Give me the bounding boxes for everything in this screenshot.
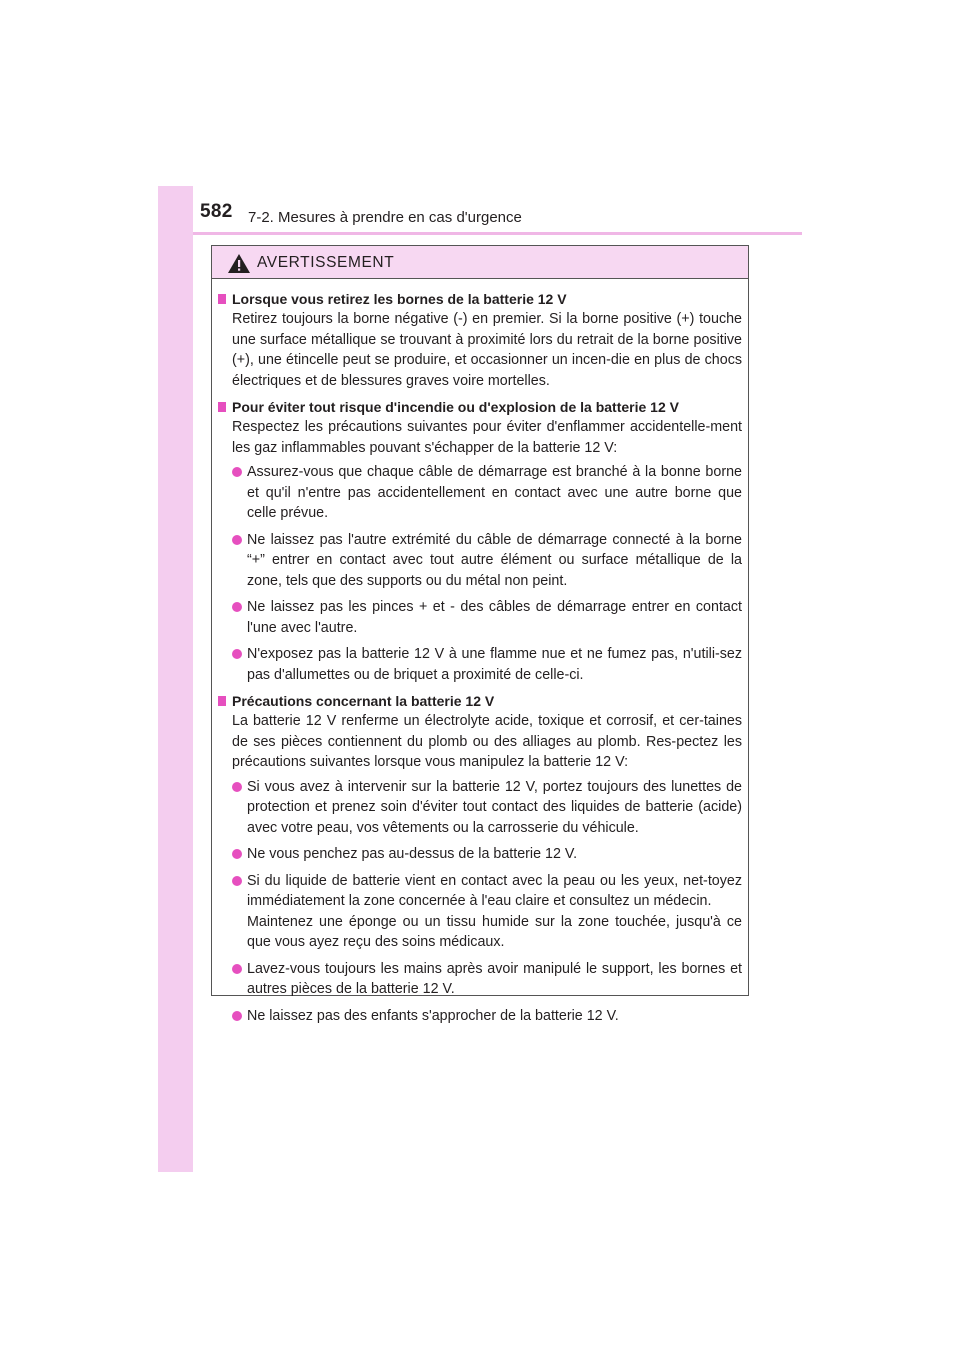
section-heading-text: Pour éviter tout risque d'incendie ou d'explosion de la batterie 12 V xyxy=(232,399,679,415)
round-bullet-icon xyxy=(232,602,242,612)
bullet-list xyxy=(217,777,742,1027)
section-heading xyxy=(217,397,742,417)
list-item-text: Ne laissez pas l'autre extrémité du câble de démarrage connecté à la borne “+” entrer en contact avec tout autre élément ou surface métallique de la zone, tels que des supports ou du métal non peint. xyxy=(247,531,742,589)
section-title: 7-2. Mesures à prendre en cas d'urgence xyxy=(248,209,522,226)
round-bullet-icon xyxy=(232,849,242,859)
list-item xyxy=(217,644,742,685)
round-bullet-icon xyxy=(232,467,242,477)
list-item xyxy=(217,1006,742,1027)
page-number: 582 xyxy=(200,201,233,222)
bullet-list xyxy=(217,462,742,685)
warning-box xyxy=(211,245,749,1024)
section-heading xyxy=(217,691,742,711)
section-heading-text: Précautions concernant la batterie 12 V xyxy=(232,693,495,709)
warning-section xyxy=(217,289,742,391)
list-item xyxy=(217,530,742,592)
warning-triangle-icon xyxy=(228,254,250,273)
list-item-text: Assurez-vous que chaque câble de démarrage est branché à la bonne borne et qu'il n'entre pas accidentellement en contact avec une autre borne que celle prévue. xyxy=(247,464,742,521)
section-paragraph: Retirez toujours la borne négative (-) en premier. Si la borne positive (+) touche une surface métallique se trouvant à proximité lors du retrait de la borne positive (+), une étincelle peut se produire, et occasionner un incen-die en plus de chocs électriques et de blessures graves voire mortelles. xyxy=(232,311,742,389)
round-bullet-icon xyxy=(232,1011,242,1021)
warning-title: AVERTISSEMENT xyxy=(257,254,395,271)
warning-section xyxy=(217,691,742,1026)
list-item-text: Ne laissez pas des enfants s'approcher de la batterie 12 V. xyxy=(247,1007,619,1024)
round-bullet-icon xyxy=(232,649,242,659)
round-bullet-icon xyxy=(232,876,242,886)
section-paragraph: Respectez les précautions suivantes pour éviter d'enflammer accidentelle-ment les gaz inflammables pouvant s'échapper de la batterie 12 V: xyxy=(232,419,742,456)
list-item xyxy=(217,777,742,839)
square-bullet-icon xyxy=(218,402,226,412)
section-paragraph: La batterie 12 V renferme un électrolyte acide, toxique et corrosif, et cer-taines de ses pièces contiennent du plomb ou des alliages au plomb. Res-pectez les précautions suivantes lorsque vous manipulez la batterie 12 V: xyxy=(232,713,742,770)
side-tab-strip xyxy=(158,186,193,1172)
list-item-text: Si vous avez à intervenir sur la batterie 12 V, portez toujours des lunettes de protection et prenez soin d'éviter tout contact des liquides de batterie (acide) avec votre peau, vos vêtements ou la carrosserie du véhicule. xyxy=(247,778,742,836)
square-bullet-icon xyxy=(218,696,226,706)
list-item xyxy=(217,462,742,524)
list-item xyxy=(217,597,742,638)
list-item-text: Ne laissez pas les pinces + et - des câbles de démarrage entrer en contact l'une avec l'autre. xyxy=(247,599,742,636)
header-rule xyxy=(193,232,802,235)
list-item-text: N'exposez pas la batterie 12 V à une flamme nue et ne fumez pas, n'utili-sez pas d'allumettes ou de briquet a proximité de celle-ci. xyxy=(247,646,742,683)
warning-section xyxy=(217,397,742,685)
list-item xyxy=(217,959,742,1000)
round-bullet-icon xyxy=(232,782,242,792)
round-bullet-icon xyxy=(232,964,242,974)
round-bullet-icon xyxy=(232,535,242,545)
list-item-text: Si du liquide de batterie vient en contact avec la peau ou les yeux, net-toyez immédiatement la zone concernée à l'eau claire et consultez un médecin. Maintenez une éponge ou un tissu humide sur la zone touchée, jusqu'à ce que vous ayez reçu des soins médicaux. xyxy=(247,872,742,950)
square-bullet-icon xyxy=(218,294,226,304)
list-item-text: Ne vous penchez pas au-dessus de la batterie 12 V. xyxy=(247,846,578,862)
warning-body xyxy=(212,279,748,1026)
list-item xyxy=(217,871,742,953)
warning-header xyxy=(212,246,748,279)
list-item xyxy=(217,844,742,865)
list-item-text: Lavez-vous toujours les mains après avoir manipulé le support, les bornes et autres pièces de la batterie 12 V. xyxy=(247,960,742,997)
section-heading xyxy=(217,289,742,309)
section-heading-text: Lorsque vous retirez les bornes de la batterie 12 V xyxy=(232,291,567,307)
